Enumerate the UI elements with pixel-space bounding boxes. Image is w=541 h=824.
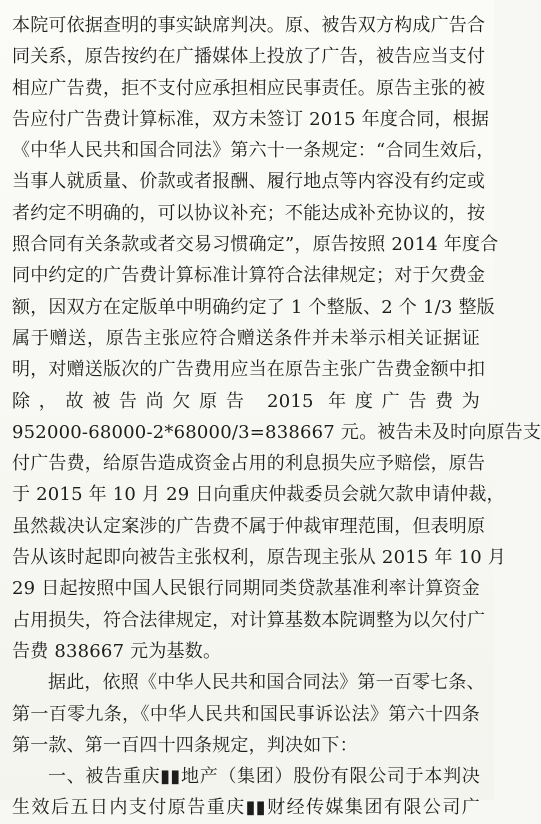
- text-line: 告费 838667 元为基数。: [12, 640, 222, 662]
- text-line: 一、被告重庆▮▮地产（集团）股份有限公司于本判决: [48, 766, 480, 788]
- text-line: 第一百零九条，《中华人民共和国民事诉讼法》第六十四条: [12, 703, 480, 725]
- text-line: 952000-68000-2*68000/3=838667 元。被告未及时向原告支: [12, 421, 541, 443]
- text-line: 生效后五日内支付原告重庆▮▮财经传媒集团有限公司广: [12, 797, 480, 819]
- text-line: 告应付广告费计算标准，双方未签订 2015 年度合同，根据: [12, 108, 490, 130]
- text-line: 明，对赠送版次的广告费用应当在原告主张广告费金额中扣: [12, 359, 486, 381]
- text-line: 同中约定的广告费计算标准计算符合法律规定；对于欠费金: [12, 265, 486, 287]
- text-line: 属于赠送，原告主张应符合赠送条件并未举示相关证据证: [12, 327, 480, 349]
- text-line: 当事人就质量、价款或者报酬、履行地点等内容没有约定或: [12, 171, 486, 193]
- judgment-text: [12, 10, 541, 824]
- text-line: 据此，依照《中华人民共和国合同法》第一百零七条、: [48, 672, 485, 694]
- text-line: 相应广告费，拒不支付应承担相应民事责任。原告主张的被: [12, 77, 486, 99]
- text-line: 第一款、第一百四十四条规定，判决如下：: [12, 734, 358, 756]
- text-line: 虽然裁决认定案涉的广告费不属于仲裁审理范围，但表明原: [12, 515, 486, 537]
- text-line: 于 2015 年 10 月 29 日向重庆仲裁委员会就欠款申请仲裁，: [12, 484, 505, 506]
- text-line: 额，因双方在定版单中明确约定了 1 个整版、2 个 1/3 整版: [12, 296, 495, 318]
- text-line: 除，故被告尚欠原告 2015 年度广告费为: [12, 390, 480, 412]
- text-line: 本院可依据查明的事实缺席判决。原、被告双方构成广告合: [12, 15, 486, 36]
- text-line: 同关系，原告按约在广播媒体上投放了广告，被告应当支付: [12, 46, 486, 68]
- text-line: 者约定不明确的，可以协议补充；不能达成补充协议的，按: [12, 202, 486, 224]
- text-line: 占用损失，符合法律规定，对计算基数本院调整为以欠付广: [12, 609, 486, 631]
- text-line: 29 日起按照中国人民银行同期同类贷款基准利率计算资金: [12, 578, 480, 600]
- text-line: 照合同有关条款或者交易习惯确定”，原告按照 2014 年度合: [12, 234, 499, 256]
- text-line: 付广告费，给原告造成资金占用的利息损失应予赔偿，原告: [12, 453, 486, 475]
- text-line: 《中华人民共和国合同法》第六十一条规定：“合同生效后，: [12, 140, 495, 162]
- text-line: 告从该时起即向被告主张权利，原告现主张从 2015 年 10 月: [12, 547, 506, 569]
